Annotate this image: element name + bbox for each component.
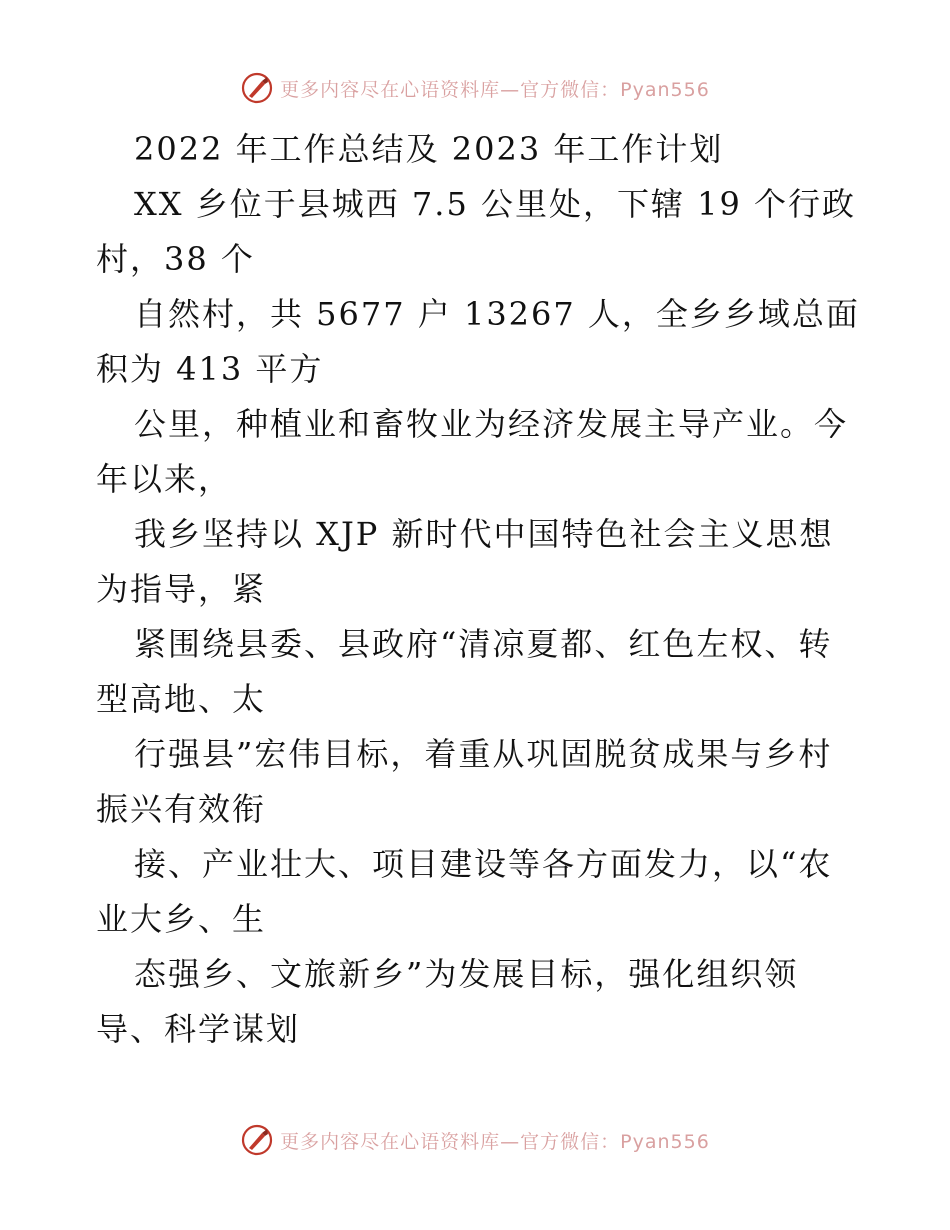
text-line: 振兴有效衔 — [96, 790, 267, 828]
text-line: 业大乡、生 — [96, 900, 267, 938]
text-line: XX 乡位于县城西 7.5 公里处，下辖 19 个行政 — [134, 185, 857, 223]
text-line: 村，38 个 — [96, 240, 255, 278]
watermark-text: 更多内容尽在心语资料库—官方微信：Pyan556 — [280, 78, 710, 101]
text-line: 自然村，共 5677 户 13267 人，全乡乡域总面 — [134, 295, 860, 333]
document-title: 2022 年工作总结及 2023 年工作计划 — [134, 130, 724, 168]
footer-watermark — [0, 1122, 950, 1158]
document-body — [96, 122, 860, 1057]
text-line: 导、科学谋划 — [96, 1010, 301, 1048]
text-line: 行强县”宏伟目标，着重从巩固脱贫成果与乡村 — [134, 735, 833, 773]
pen-circle-icon — [240, 1123, 274, 1157]
text-line: 公里，种植业和畜牧业为经济发展主导产业。今 — [134, 405, 849, 443]
text-line: 为指导，紧 — [96, 570, 267, 608]
header-watermark — [0, 70, 950, 106]
text-line: 我乡坚持以 XJP 新时代中国特色社会主义思想 — [134, 515, 834, 553]
text-line: 紧围绕县委、县政府“清凉夏都、红色左权、转 — [134, 625, 833, 663]
pen-circle-icon — [240, 71, 274, 105]
text-line: 年以来， — [96, 460, 233, 498]
text-line: 积为 413 平方 — [96, 350, 324, 388]
text-line: 接、产业壮大、项目建设等各方面发力，以“农 — [134, 845, 833, 883]
text-line: 型高地、太 — [96, 680, 267, 718]
watermark-text: 更多内容尽在心语资料库—官方微信：Pyan556 — [280, 1130, 710, 1153]
text-line: 态强乡、文旅新乡”为发展目标，强化组织领 — [134, 955, 799, 993]
